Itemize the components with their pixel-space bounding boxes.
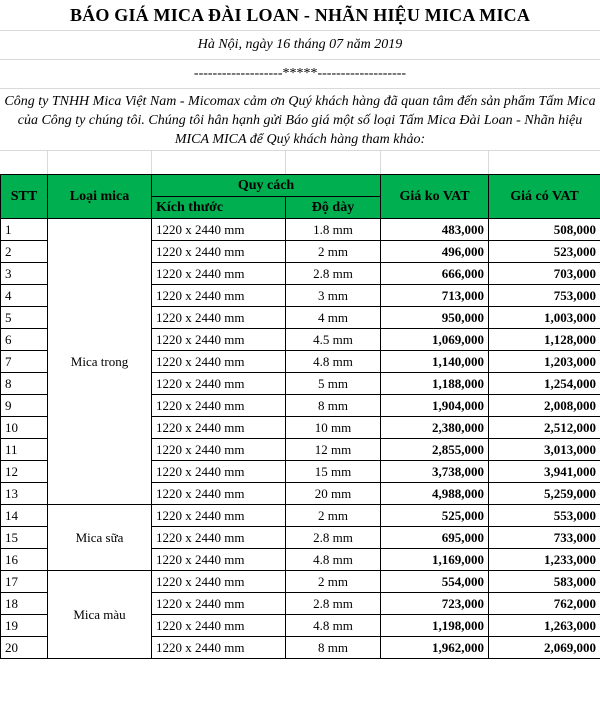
price-vat-cell: 753,000 (489, 285, 600, 307)
price-vat-cell: 1,254,000 (489, 373, 600, 395)
intro-paragraph: Công ty TNHH Mica Việt Nam - Micomax cảm ơn Quý khách hàng đã quan tâm đến sản phẩm Tấm Mica của Công ty chúng tôi. Chúng tôi hân hạnh gửi Báo giá một số loại Tấm Mica Đài Loan - Nhãn hiệu MICA MICA để Quý khách hàng tham khảo: (4, 94, 596, 147)
stt-cell: 14 (1, 505, 48, 527)
size-cell: 1220 x 2440 mm (152, 549, 286, 571)
size-cell: 1220 x 2440 mm (152, 373, 286, 395)
stt-cell: 2 (1, 241, 48, 263)
size-cell: 1220 x 2440 mm (152, 505, 286, 527)
stt-cell: 20 (1, 637, 48, 659)
stt-cell: 19 (1, 615, 48, 637)
price-no-vat-cell: 3,738,000 (381, 461, 489, 483)
price-no-vat-cell: 1,169,000 (381, 549, 489, 571)
stt-cell: 16 (1, 549, 48, 571)
size-cell: 1220 x 2440 mm (152, 571, 286, 593)
price-vat-cell: 733,000 (489, 527, 600, 549)
stt-cell: 7 (1, 351, 48, 373)
stt-cell: 4 (1, 285, 48, 307)
thickness-cell: 2.8 mm (286, 527, 381, 549)
price-vat-cell: 703,000 (489, 263, 600, 285)
size-cell: 1220 x 2440 mm (152, 285, 286, 307)
thickness-cell: 3 mm (286, 285, 381, 307)
size-cell: 1220 x 2440 mm (152, 263, 286, 285)
stt-cell: 11 (1, 439, 48, 461)
price-no-vat-cell: 695,000 (381, 527, 489, 549)
price-vat-cell: 1,203,000 (489, 351, 600, 373)
size-cell: 1220 x 2440 mm (152, 461, 286, 483)
price-no-vat-cell: 525,000 (381, 505, 489, 527)
thickness-cell: 4.8 mm (286, 351, 381, 373)
price-no-vat-cell: 950,000 (381, 307, 489, 329)
stt-cell: 9 (1, 395, 48, 417)
size-cell: 1220 x 2440 mm (152, 395, 286, 417)
size-cell: 1220 x 2440 mm (152, 439, 286, 461)
thickness-cell: 2.8 mm (286, 593, 381, 615)
thickness-cell: 4 mm (286, 307, 381, 329)
thickness-cell: 8 mm (286, 395, 381, 417)
size-cell: 1220 x 2440 mm (152, 329, 286, 351)
stt-cell: 12 (1, 461, 48, 483)
header-gia-co-vat: Giá có VAT (489, 175, 600, 219)
price-vat-cell: 553,000 (489, 505, 600, 527)
price-vat-cell: 3,941,000 (489, 461, 600, 483)
price-no-vat-cell: 554,000 (381, 571, 489, 593)
price-no-vat-cell: 483,000 (381, 219, 489, 241)
thickness-cell: 4.8 mm (286, 615, 381, 637)
price-vat-cell: 1,128,000 (489, 329, 600, 351)
price-vat-cell: 762,000 (489, 593, 600, 615)
thickness-cell: 2 mm (286, 241, 381, 263)
stt-cell: 6 (1, 329, 48, 351)
size-cell: 1220 x 2440 mm (152, 307, 286, 329)
price-vat-cell: 583,000 (489, 571, 600, 593)
stt-cell: 15 (1, 527, 48, 549)
stt-cell: 10 (1, 417, 48, 439)
stt-cell: 1 (1, 219, 48, 241)
price-no-vat-cell: 1,198,000 (381, 615, 489, 637)
price-no-vat-cell: 713,000 (381, 285, 489, 307)
size-cell: 1220 x 2440 mm (152, 637, 286, 659)
stt-cell: 8 (1, 373, 48, 395)
size-cell: 1220 x 2440 mm (152, 241, 286, 263)
price-vat-cell: 1,263,000 (489, 615, 600, 637)
thickness-cell: 8 mm (286, 637, 381, 659)
price-vat-cell: 2,008,000 (489, 395, 600, 417)
thickness-cell: 15 mm (286, 461, 381, 483)
price-table-body (1, 219, 600, 659)
price-vat-cell: 1,233,000 (489, 549, 600, 571)
stt-cell: 3 (1, 263, 48, 285)
price-vat-cell: 2,069,000 (489, 637, 600, 659)
price-vat-cell: 5,259,000 (489, 483, 600, 505)
price-no-vat-cell: 1,069,000 (381, 329, 489, 351)
size-cell: 1220 x 2440 mm (152, 483, 286, 505)
price-no-vat-cell: 4,988,000 (381, 483, 489, 505)
price-no-vat-cell: 1,188,000 (381, 373, 489, 395)
price-table (0, 174, 600, 659)
thickness-cell: 10 mm (286, 417, 381, 439)
size-cell: 1220 x 2440 mm (152, 351, 286, 373)
price-no-vat-cell: 1,140,000 (381, 351, 489, 373)
price-no-vat-cell: 723,000 (381, 593, 489, 615)
price-no-vat-cell: 2,855,000 (381, 439, 489, 461)
header-loai-mica: Loại mica (48, 175, 152, 219)
stt-cell: 5 (1, 307, 48, 329)
size-cell: 1220 x 2440 mm (152, 417, 286, 439)
mica-type-cell: Mica trong (48, 219, 152, 505)
price-vat-cell: 1,003,000 (489, 307, 600, 329)
thickness-cell: 4.5 mm (286, 329, 381, 351)
thickness-cell: 20 mm (286, 483, 381, 505)
header-stt: STT (1, 175, 48, 219)
thickness-cell: 2.8 mm (286, 263, 381, 285)
header-do-day: Độ dày (286, 197, 381, 219)
table-row (1, 571, 600, 593)
stt-cell: 13 (1, 483, 48, 505)
thickness-cell: 12 mm (286, 439, 381, 461)
mica-type-cell: Mica sữa (48, 505, 152, 571)
blank-spreadsheet-row (0, 150, 600, 174)
size-cell: 1220 x 2440 mm (152, 527, 286, 549)
thickness-cell: 1.8 mm (286, 219, 381, 241)
price-vat-cell: 523,000 (489, 241, 600, 263)
table-row (1, 505, 600, 527)
price-vat-cell: 508,000 (489, 219, 600, 241)
header-kich-thuoc: Kích thước (152, 197, 286, 219)
price-no-vat-cell: 1,962,000 (381, 637, 489, 659)
thickness-cell: 2 mm (286, 505, 381, 527)
thickness-cell: 4.8 mm (286, 549, 381, 571)
header-quy-cach: Quy cách (152, 175, 381, 197)
price-no-vat-cell: 666,000 (381, 263, 489, 285)
price-no-vat-cell: 496,000 (381, 241, 489, 263)
size-cell: 1220 x 2440 mm (152, 219, 286, 241)
separator-line: -------------------*****------------------- (0, 60, 600, 89)
price-no-vat-cell: 1,904,000 (381, 395, 489, 417)
mica-type-cell: Mica màu (48, 571, 152, 659)
page-title: BÁO GIÁ MICA ĐÀI LOAN - NHÃN HIỆU MICA MICA (0, 0, 600, 31)
stt-cell: 17 (1, 571, 48, 593)
thickness-cell: 5 mm (286, 373, 381, 395)
header-gia-ko-vat: Giá ko VAT (381, 175, 489, 219)
price-no-vat-cell: 2,380,000 (381, 417, 489, 439)
stt-cell: 18 (1, 593, 48, 615)
thickness-cell: 2 mm (286, 571, 381, 593)
price-vat-cell: 3,013,000 (489, 439, 600, 461)
table-row (1, 219, 600, 241)
size-cell: 1220 x 2440 mm (152, 593, 286, 615)
date-line: Hà Nội, ngày 16 tháng 07 năm 2019 (0, 31, 600, 60)
size-cell: 1220 x 2440 mm (152, 615, 286, 637)
price-vat-cell: 2,512,000 (489, 417, 600, 439)
